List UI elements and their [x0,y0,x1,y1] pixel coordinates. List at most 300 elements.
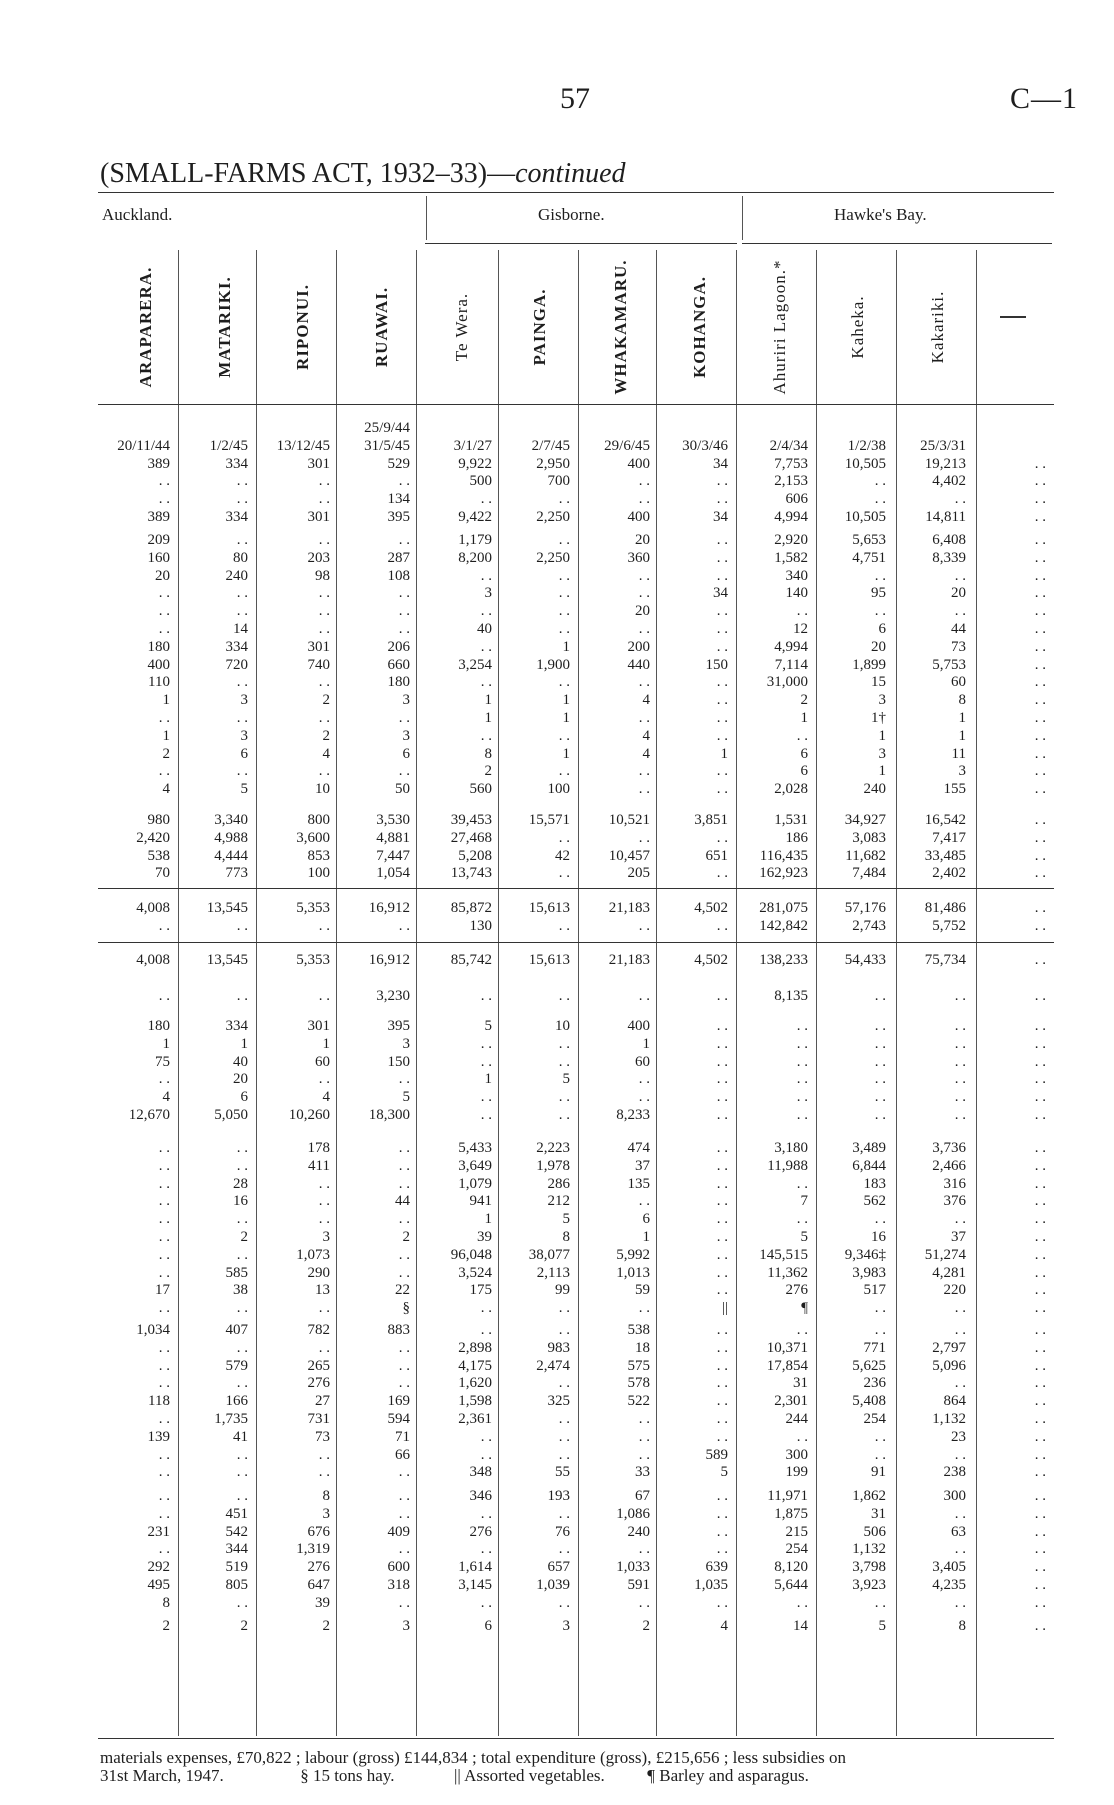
table-cell: . . [1034,1523,1046,1540]
table-cell: . . [558,603,570,620]
table-cell: 54,433 [844,952,886,968]
table-cell: 10,371 [766,1339,808,1356]
table-cell: . . [236,674,248,691]
table-cell: 1 [322,1035,330,1052]
table-cell: . . [716,1035,728,1052]
table-cell: . . [1034,917,1046,934]
table-cell: . . [954,1300,966,1317]
table-cell: 38 [233,1282,248,1299]
table-cell: 30/3/46 [682,437,728,454]
table-cell: 8 [484,745,492,762]
table-cell: 99 [555,1282,570,1299]
table-cell: 8,233 [616,1107,650,1123]
table-cell: 4,502 [694,952,728,968]
table-cell: 2 [322,727,330,744]
table-cell: 1,073 [296,1246,330,1263]
table-cell: . . [480,1322,492,1338]
table-cell: 3 [562,1618,570,1634]
table-cell: . . [318,1446,330,1463]
table-cell: . . [480,1035,492,1052]
table-cell: 5 [240,781,248,798]
table-cell: 160 [147,549,170,566]
table-cell: . . [558,532,570,548]
table-cell: . . [480,603,492,620]
table-cell: 20/11/44 [117,437,170,454]
table-cell: . . [158,585,170,602]
table-cell: . . [1034,1211,1046,1228]
table-cell: 3,851 [694,812,728,828]
table-cell: 522 [627,1393,650,1410]
column-heading-painga: PAINGA. [530,288,549,366]
table-cell: . . [638,710,650,726]
table-cell: . . [638,1594,650,1611]
table-cell: . . [716,621,728,637]
table-cell: . . [1034,727,1046,744]
table-cell: 130 [469,917,492,934]
table-cell: 12 [793,621,808,637]
table-cell: . . [158,1071,170,1088]
table-cell: 276 [785,1282,808,1299]
table-cell: 276 [307,1559,330,1576]
table-cell: 8 [562,1229,570,1245]
table-cell: . . [1034,603,1046,620]
table-cell: 13 [315,1282,330,1299]
column-rule [736,250,737,1736]
table-cell: ¶ [801,1300,808,1317]
table-cell: 135 [627,1175,650,1192]
table-cell: 517 [863,1282,886,1299]
table-cell: 44 [951,621,966,637]
table-cell: 395 [387,509,410,525]
table-cell: 16,912 [368,900,410,916]
table-cell: . . [796,1428,808,1445]
table-cell: . . [398,1594,410,1611]
table-cell: 166 [225,1393,248,1410]
table-cell: . . [236,917,248,934]
table-cell: . . [236,1140,248,1156]
table-cell: . . [480,1594,492,1611]
table-cell: . . [318,988,330,1004]
table-cell: 1,319 [296,1541,330,1558]
table-cell: . . [1034,1193,1046,1210]
table-cell: 346 [469,1488,492,1504]
table-cell: 3,600 [296,829,330,846]
table-cell: 13,545 [206,952,248,968]
table-cell: . . [480,727,492,744]
table-cell: 10 [315,781,330,798]
table-cell: 7 [800,1193,808,1210]
table-cell: 4,881 [376,829,410,846]
table-cell: . . [716,473,728,490]
table-cell: . . [1034,1071,1046,1088]
table-cell: 3,798 [852,1559,886,1576]
table-cell: . . [158,1375,170,1392]
table-cell: 538 [147,847,170,864]
table-cell: 5,050 [214,1107,248,1123]
table-cell: . . [874,1300,886,1317]
table-cell: . . [874,1035,886,1052]
table-cell: . . [716,1053,728,1070]
table-cell: 5 [800,1229,808,1245]
page-number: 57 [560,82,590,115]
table-cell: . . [954,1071,966,1088]
table-cell: . . [158,621,170,637]
table-cell: 8,135 [774,988,808,1004]
table-cell: 2,223 [536,1140,570,1156]
table-cell: . . [954,603,966,620]
column-rule [498,250,499,1736]
table-cell: 4 [322,745,330,762]
table-cell: . . [1034,1246,1046,1263]
table-cell: 1 [958,710,966,726]
table-cell: 11,971 [767,1488,808,1504]
table-cell: 6 [402,745,410,762]
table-cell: . . [638,473,650,490]
column-heading-te-wera: Te Wera. [452,292,471,362]
table-cell: 1,132 [932,1411,966,1427]
table-cell: 20 [635,603,650,620]
table-cell: 5,653 [852,532,886,548]
table-cell: . . [558,1053,570,1070]
table-cell: 21,183 [608,952,650,968]
table-cell: 4,008 [136,900,170,916]
table-cell: 2 [642,1618,650,1634]
footnote-line-2: 31st March, 1947. § 15 tons hay. || Assorted vegetables. ¶ Barley and asparagus. [100,1766,809,1785]
table-cell: . . [480,1300,492,1317]
column-rule [336,250,337,1736]
table-cell: . . [558,763,570,780]
table-cell: . . [638,621,650,637]
table-cell: 1† [871,710,886,726]
table-cell: 199 [785,1464,808,1481]
table-cell: 334 [225,638,248,655]
table-cell: 316 [943,1175,966,1192]
table-cell: 10 [555,1018,570,1034]
table-cell: . . [716,1411,728,1427]
table-cell: 2,028 [774,781,808,798]
table-cell: . . [236,1594,248,1611]
table-cell: 18,300 [368,1107,410,1123]
total-rule [98,942,1054,943]
table-cell: 1,735 [214,1411,248,1427]
table-cell: 3 [402,1618,410,1634]
table-cell: . . [158,1157,170,1174]
table-cell: . . [1034,1322,1046,1338]
table-cell: 6 [878,621,886,637]
table-cell: 292 [147,1559,170,1576]
table-cell: 2,898 [458,1339,492,1356]
table-cell: 400 [627,509,650,525]
column-rule [816,250,817,1736]
table-cell: 2,474 [536,1357,570,1374]
table-cell: 37 [635,1157,650,1174]
table-cell: . . [716,567,728,584]
table-cell: 301 [307,638,330,655]
table-cell: 853 [307,847,330,864]
table-cell: . . [638,1541,650,1558]
table-cell: 10,505 [844,455,886,472]
table-cell: 1,582 [774,549,808,566]
table-cell: 5,644 [774,1577,808,1593]
table-cell: 1 [484,1071,492,1088]
table-cell: . . [954,1035,966,1052]
table-cell: 205 [627,865,650,882]
table-cell: 1/2/38 [847,437,886,454]
table-cell: . . [158,1339,170,1356]
table-cell: . . [716,1505,728,1522]
table-cell: . . [236,473,248,490]
table-cell: . . [954,1541,966,1558]
table-cell: . . [236,585,248,602]
table-cell: . . [480,1505,492,1522]
table-cell: . . [158,710,170,726]
table-cell: 594 [387,1411,410,1427]
table-cell: 240 [627,1523,650,1540]
table-cell: 16 [233,1193,248,1210]
table-cell: . . [158,1193,170,1210]
table-cell: 500 [469,473,492,490]
table-cell: 31 [871,1505,886,1522]
table-cell: 334 [225,509,248,525]
table-cell: . . [398,1211,410,1228]
table-cell: . . [716,988,728,1004]
table-cell: 2,250 [536,509,570,525]
table-cell: . . [954,988,966,1004]
table-cell: 3 [322,1229,330,1245]
column-heading-kakariki: Kakariki. [928,290,947,364]
table-cell: 34 [713,455,728,472]
table-cell: . . [558,674,570,691]
table-cell: . . [716,532,728,548]
table-cell: . . [398,585,410,602]
table-cell: . . [638,1071,650,1088]
table-cell: 63 [951,1523,966,1540]
table-cell: 215 [785,1523,808,1540]
table-cell: . . [716,727,728,744]
table-cell: . . [158,1175,170,1192]
table-cell: 1,054 [376,865,410,882]
table-cell: 186 [785,829,808,846]
table-cell: . . [236,988,248,1004]
table-cell: 31 [793,1375,808,1392]
table-cell: 1 [958,727,966,744]
table-cell: 1 [642,1035,650,1052]
table-cell: 59 [635,1282,650,1299]
table-cell: . . [716,1211,728,1228]
table-cell: . . [1034,1559,1046,1576]
table-cell: 1 [562,692,570,709]
table-cell: . . [398,1175,410,1192]
table-cell: 6 [800,745,808,762]
table-cell: 3 [240,692,248,709]
table-cell: 37 [951,1229,966,1245]
table-cell: 344 [225,1541,248,1558]
table-cell: . . [716,1246,728,1263]
table-cell: . . [796,1594,808,1611]
table-cell: 5,353 [296,952,330,968]
table-cell: 85,742 [450,952,492,968]
table-cell: 407 [225,1322,248,1338]
table-cell: 80 [233,549,248,566]
table-cell: 3 [878,745,886,762]
table-cell: 334 [225,1018,248,1034]
table-cell: 238 [943,1464,966,1481]
table-cell: 800 [307,812,330,828]
table-cell: . . [716,603,728,620]
table-cell: 5,753 [932,656,966,673]
table-cell: 10,521 [608,812,650,828]
table-cell: . . [1034,692,1046,709]
table-cell: 39,453 [450,812,492,828]
column-heading-kohanga: KOHANGA. [690,276,709,378]
table-cell: . . [318,1071,330,1088]
table-cell: . . [716,917,728,934]
table-cell: . . [796,1175,808,1192]
table-cell: 5 [402,1089,410,1106]
table-cell: 10,505 [844,509,886,525]
table-cell: 15,613 [528,900,570,916]
table-cell: 538 [627,1322,650,1338]
table-cell: 395 [387,1018,410,1034]
table-cell: . . [558,1089,570,1106]
table-cell: 17,854 [766,1357,808,1374]
column-heading-araparera: ARAPARERA. [136,266,155,388]
table-cell: . . [716,1523,728,1540]
table-cell: . . [398,1140,410,1156]
table-cell: . . [398,1157,410,1174]
table-cell: 506 [863,1523,886,1540]
table-cell: . . [1034,674,1046,691]
table-cell: 1 [162,727,170,744]
table-cell: 1,620 [458,1375,492,1392]
table-cell: 9,422 [458,509,492,525]
table-cell: 162,923 [759,865,808,882]
table-cell: . . [638,567,650,584]
table-cell: 20 [871,638,886,655]
table-cell: 7,447 [376,847,410,864]
table-cell: . . [558,1594,570,1611]
table-cell: . . [638,1428,650,1445]
table-cell: . . [874,1071,886,1088]
table-cell: 118 [148,1393,170,1410]
table-cell: . . [1034,745,1046,762]
table-cell: . . [158,1411,170,1427]
table-cell: 409 [387,1523,410,1540]
table-cell: 300 [943,1488,966,1504]
table-cell: 60 [951,674,966,691]
table-cell: . . [1034,847,1046,864]
table-cell: . . [716,1229,728,1245]
table-cell: 3,230 [376,988,410,1004]
table-cell: . . [236,1464,248,1481]
table-cell: 2 [322,692,330,709]
table-cell: . . [398,1246,410,1263]
table-cell: 180 [147,638,170,655]
table-cell: . . [1034,1488,1046,1504]
table-cell: 38,077 [528,1246,570,1263]
table-cell: . . [716,1488,728,1504]
table-cell: . . [236,491,248,508]
table-cell: . . [796,1322,808,1338]
table-cell: . . [398,473,410,490]
table-cell: . . [1034,1446,1046,1463]
table-cell: 4 [322,1089,330,1106]
table-cell: . . [874,1211,886,1228]
table-cell: . . [158,1464,170,1481]
table-cell: 560 [469,781,492,798]
table-cell: 3,180 [774,1140,808,1156]
table-cell: . . [318,621,330,637]
table-cell: . . [716,1157,728,1174]
table-cell: . . [1034,1264,1046,1281]
column-rule [656,250,657,1736]
table-cell: 1,132 [852,1541,886,1558]
table-cell: . . [1034,1300,1046,1317]
table-cell: . . [954,1053,966,1070]
table-cell: 805 [225,1577,248,1593]
table-cell: . . [716,1282,728,1299]
table-cell: 34,927 [844,812,886,828]
table-cell: 287 [387,549,410,566]
table-cell: . . [158,1488,170,1504]
table-cell: 244 [785,1411,808,1427]
table-cell: 40 [233,1053,248,1070]
table-cell: 6,408 [932,532,966,548]
table-cell: 8 [162,1594,170,1611]
table-cell: 2 [240,1229,248,1245]
table-cell: 31/5/45 [364,437,410,454]
table-cell: 5 [562,1211,570,1228]
table-cell: . . [236,1246,248,1263]
table-cell: 2/7/45 [531,437,570,454]
table-cell: . . [398,1541,410,1558]
table-cell: . . [1034,865,1046,882]
table-cell: 6 [240,1089,248,1106]
table-cell: . . [716,1140,728,1156]
table-cell: . . [716,1375,728,1392]
table-cell: . . [638,1089,650,1106]
table-cell: 27,468 [450,829,492,846]
table-cell: . . [638,1193,650,1210]
table-cell: 265 [307,1357,330,1374]
table-cell: . . [1034,988,1046,1004]
table-cell: 5,408 [852,1393,886,1410]
table-cell: 7,753 [774,455,808,472]
table-cell: 376 [943,1193,966,1210]
table-cell: 495 [147,1577,170,1593]
table-cell: . . [1034,1018,1046,1034]
table-cell: . . [716,1357,728,1374]
table-cell: 231 [147,1523,170,1540]
table-cell: 25/9/44 [364,420,410,436]
table-cell: 178 [307,1140,330,1156]
table-cell: 591 [627,1577,650,1593]
table-cell: . . [558,1505,570,1522]
table-cell: 34 [713,585,728,602]
table-cell: 20 [951,585,966,602]
table-cell: 140 [785,585,808,602]
table-cell: 1,179 [458,532,492,548]
table-cell: 5,208 [458,847,492,864]
table-cell: . . [480,638,492,655]
table-cell: . . [480,1446,492,1463]
table-cell: 1,086 [616,1505,650,1522]
table-cell: 389 [147,509,170,525]
table-cell: 13,545 [206,900,248,916]
table-cell: 4 [162,781,170,798]
table-cell: 1,013 [616,1264,650,1281]
table-cell: 3,923 [852,1577,886,1593]
